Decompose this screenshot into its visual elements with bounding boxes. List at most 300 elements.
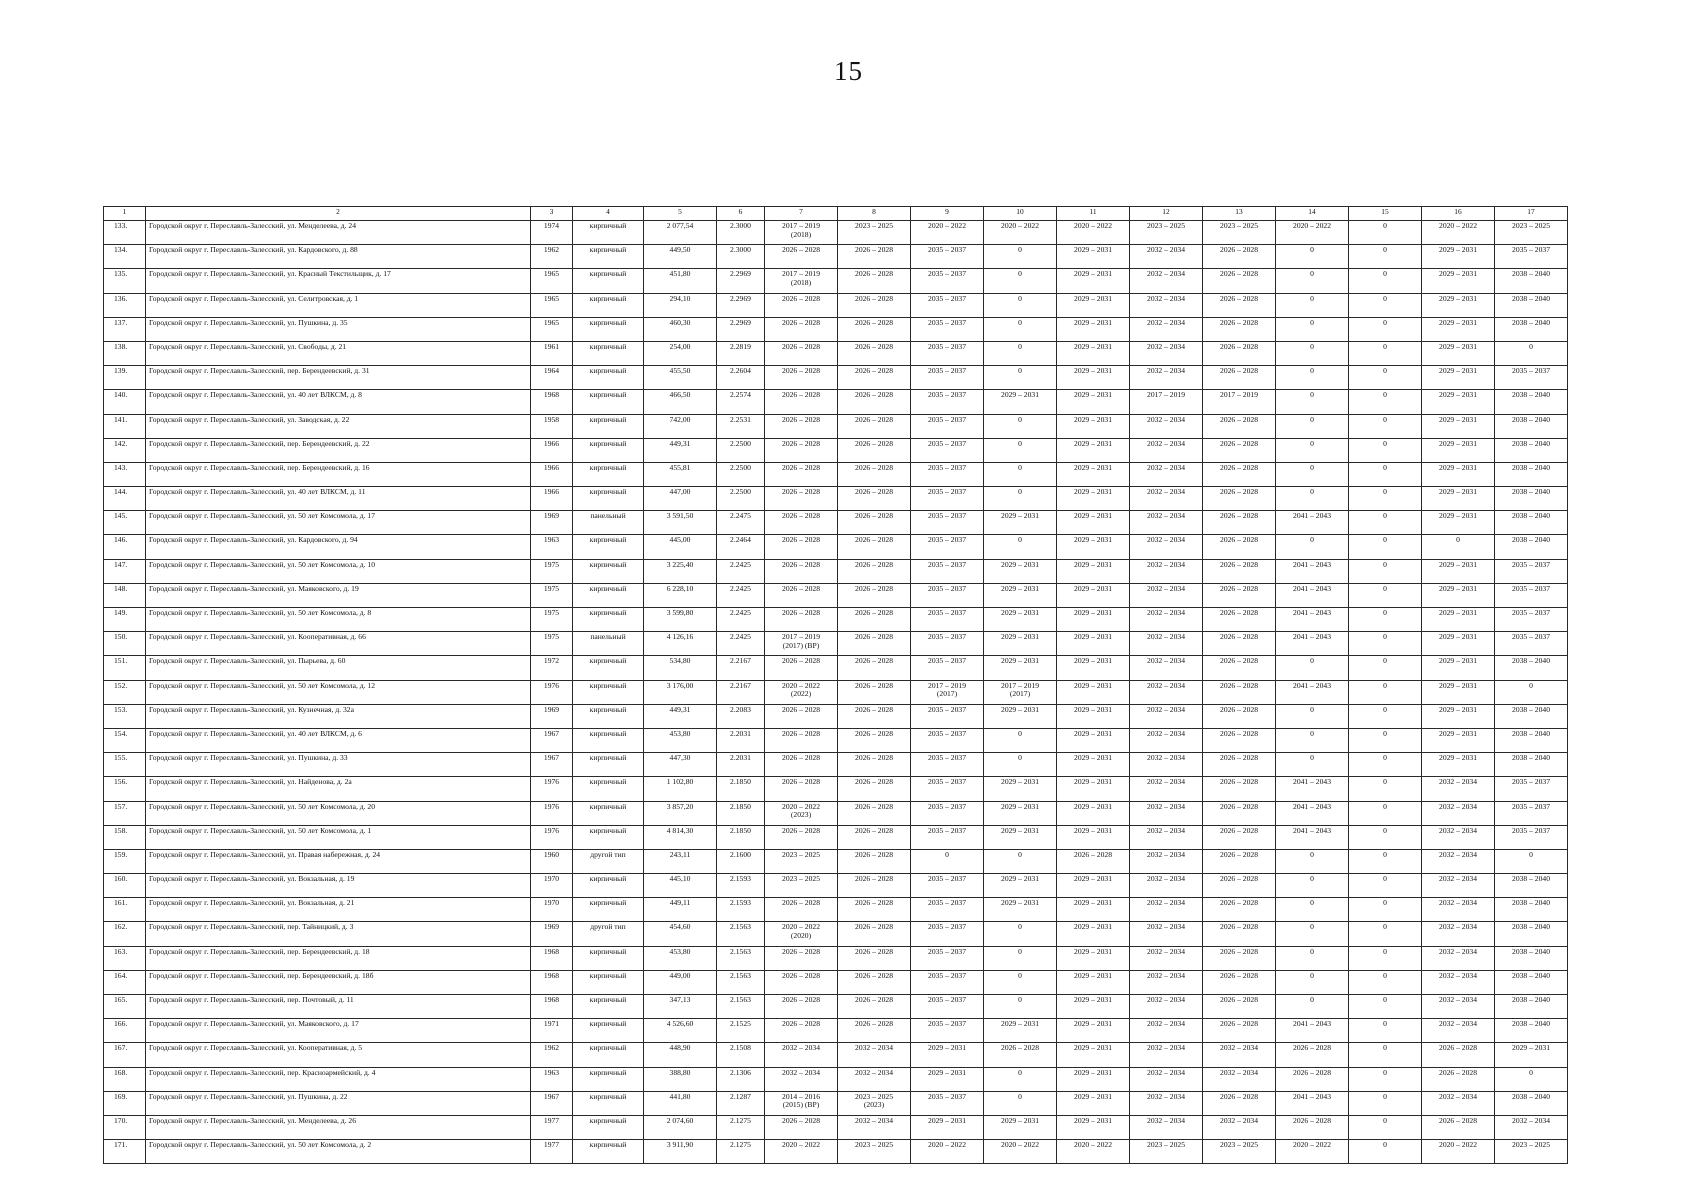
table-cell: другой тип [573, 922, 644, 946]
table-cell: 2032 – 2034 [1130, 874, 1203, 898]
table-cell: 2035 – 2037 [911, 608, 984, 632]
table-row [104, 511, 1568, 535]
table-cell: 0 [1349, 922, 1422, 946]
table-cell: 0 [1276, 487, 1349, 511]
row-number-cell: 152. [104, 680, 146, 704]
table-cell: 2026 – 2028 [838, 728, 911, 752]
table-cell: 1968 [531, 995, 573, 1019]
table-cell: 2029 – 2031 [1057, 995, 1130, 1019]
table-cell: 2023 – 2025 (2023) [838, 1091, 911, 1115]
table-cell: 0 [1349, 293, 1422, 317]
housing-repair-schedule-table [103, 206, 1568, 1164]
table-cell: 2029 – 2031 [1057, 1115, 1130, 1139]
table-cell: 2023 – 2025 [838, 1140, 911, 1164]
table-cell: 2032 – 2034 [1203, 1115, 1276, 1139]
table-cell: 2026 – 2028 [765, 438, 838, 462]
table-cell: 2026 – 2028 [838, 245, 911, 269]
table-cell: 1965 [531, 317, 573, 341]
table-cell: 2035 – 2037 [911, 777, 984, 801]
table-cell: 1970 [531, 874, 573, 898]
table-cell: 0 [1349, 970, 1422, 994]
table-cell: 1971 [531, 1019, 573, 1043]
address-cell: Городской округ г. Переславль-Залесский, ул. 50 лет Комсомола, д. 17 [146, 511, 531, 535]
row-number-cell: 144. [104, 487, 146, 511]
address-cell: Городской округ г. Переславль-Залесский, пер. Почтовый, д. 11 [146, 995, 531, 1019]
table-cell: 0 [1276, 728, 1349, 752]
table-cell: 0 [1349, 1140, 1422, 1164]
table-cell: 2032 – 2034 [1422, 777, 1495, 801]
table-cell: 2029 – 2031 [911, 1115, 984, 1139]
table-cell: 2032 – 2034 [1422, 1019, 1495, 1043]
table-cell: 2029 – 2031 [1057, 777, 1130, 801]
table-cell: 0 [1349, 1019, 1422, 1043]
table-cell: кирпичный [573, 535, 644, 559]
table-cell: 2029 – 2031 [1057, 438, 1130, 462]
table-cell: 0 [1349, 849, 1422, 873]
table-cell: 2026 – 2028 [1203, 656, 1276, 680]
table-cell: 2029 – 2031 [1057, 511, 1130, 535]
address-cell: Городской округ г. Переславль-Залесский, ул. 40 лет ВЛКСМ, д. 11 [146, 487, 531, 511]
table-cell: 453,80 [644, 728, 717, 752]
table-cell: 0 [1349, 390, 1422, 414]
column-number-header: 4 [573, 207, 644, 221]
table-cell: 0 [1349, 1115, 1422, 1139]
table-cell: кирпичный [573, 656, 644, 680]
table-cell: 2038 – 2040 [1495, 1091, 1568, 1115]
table-cell: 1967 [531, 753, 573, 777]
table-cell: 2026 – 2028 [1203, 728, 1276, 752]
table-cell: 2032 – 2034 [1130, 341, 1203, 365]
address-cell: Городской округ г. Переславль-Залесский, пер. Тайницкий, д. 3 [146, 922, 531, 946]
table-cell: 2032 – 2034 [1130, 777, 1203, 801]
table-cell: 2032 – 2034 [1422, 849, 1495, 873]
table-cell: 0 [984, 1091, 1057, 1115]
table-cell: 1977 [531, 1140, 573, 1164]
table-cell: 2.2425 [717, 608, 765, 632]
table-cell: 2.2531 [717, 414, 765, 438]
table-cell: 2026 – 2028 [838, 341, 911, 365]
table-cell: 2035 – 2037 [911, 414, 984, 438]
table-cell: 0 [1349, 245, 1422, 269]
table-cell: 2035 – 2037 [911, 753, 984, 777]
row-number-cell: 160. [104, 874, 146, 898]
table-cell: 0 [984, 849, 1057, 873]
table-cell: 449,00 [644, 970, 717, 994]
table-cell: 2023 – 2025 [1495, 1140, 1568, 1164]
table-cell: 2032 – 2034 [1130, 970, 1203, 994]
row-number-cell: 158. [104, 825, 146, 849]
row-number-cell: 156. [104, 777, 146, 801]
row-number-cell: 143. [104, 462, 146, 486]
table-cell: 2.1850 [717, 825, 765, 849]
table-cell: 2032 – 2034 [838, 1115, 911, 1139]
row-number-cell: 166. [104, 1019, 146, 1043]
table-cell: 1976 [531, 825, 573, 849]
table-cell: 2032 – 2034 [1130, 1091, 1203, 1115]
table-cell: 2026 – 2028 [1422, 1115, 1495, 1139]
table-cell: 2032 – 2034 [1422, 946, 1495, 970]
table-cell: 2041 – 2043 [1276, 801, 1349, 825]
table-cell: 2017 – 2019 (2018) [765, 221, 838, 245]
table-cell: 2038 – 2040 [1495, 462, 1568, 486]
table-row [104, 656, 1568, 680]
table-cell: кирпичный [573, 946, 644, 970]
table-cell: 0 [1276, 390, 1349, 414]
table-cell: 2026 – 2028 [838, 487, 911, 511]
table-row [104, 559, 1568, 583]
table-row [104, 753, 1568, 777]
table-cell: 2026 – 2028 [838, 632, 911, 656]
table-cell: 2029 – 2031 [1422, 632, 1495, 656]
table-cell: 1969 [531, 922, 573, 946]
table-cell: 2029 – 2031 [1057, 608, 1130, 632]
table-row [104, 317, 1568, 341]
table-cell: 2026 – 2028 [765, 390, 838, 414]
table-cell: 2029 – 2031 [1422, 487, 1495, 511]
table-cell: 2032 – 2034 [838, 1067, 911, 1091]
row-number-cell: 134. [104, 245, 146, 269]
table-cell: 0 [1276, 438, 1349, 462]
table-cell: 2026 – 2028 [838, 390, 911, 414]
table-cell: кирпичный [573, 366, 644, 390]
table-cell: 1966 [531, 462, 573, 486]
table-cell: 2.2574 [717, 390, 765, 414]
table-cell: 2032 – 2034 [1130, 414, 1203, 438]
address-cell: Городской округ г. Переславль-Залесский, пер. Берендеевский, д. 31 [146, 366, 531, 390]
table-cell: 2038 – 2040 [1495, 487, 1568, 511]
table-body [104, 207, 1568, 1164]
column-number-header: 10 [984, 207, 1057, 221]
table-cell: кирпичный [573, 753, 644, 777]
table-cell: 2026 – 2028 [1276, 1043, 1349, 1067]
table-row [104, 535, 1568, 559]
table-cell: кирпичный [573, 583, 644, 607]
table-cell: кирпичный [573, 680, 644, 704]
table-cell: 4 126,16 [644, 632, 717, 656]
table-cell: 2035 – 2037 [911, 245, 984, 269]
table-cell: 0 [984, 245, 1057, 269]
table-cell: 2026 – 2028 [1422, 1067, 1495, 1091]
row-number-cell: 146. [104, 535, 146, 559]
table-row [104, 825, 1568, 849]
table-cell: 1976 [531, 801, 573, 825]
table-cell: 2035 – 2037 [1495, 559, 1568, 583]
table-cell: 2029 – 2031 [911, 1067, 984, 1091]
address-cell: Городской округ г. Переславль-Залесский, пер. Берендеевский, д. 22 [146, 438, 531, 462]
table-cell: 2026 – 2028 [765, 535, 838, 559]
column-number-header: 13 [1203, 207, 1276, 221]
table-cell: 2038 – 2040 [1495, 970, 1568, 994]
table-cell: 0 [1349, 317, 1422, 341]
table-cell: 2032 – 2034 [1422, 995, 1495, 1019]
table-cell: 2026 – 2028 [1203, 753, 1276, 777]
table-cell: 2.2475 [717, 511, 765, 535]
table-cell: 2029 – 2031 [1422, 341, 1495, 365]
table-cell: 0 [1276, 414, 1349, 438]
column-number-header: 15 [1349, 207, 1422, 221]
address-cell: Городской округ г. Переславль-Залесский, ул. Маяковского, д. 19 [146, 583, 531, 607]
table-cell: 2023 – 2025 [1130, 221, 1203, 245]
table-cell: 0 [1349, 608, 1422, 632]
table-cell: 2026 – 2028 [765, 1115, 838, 1139]
table-cell: 0 [1276, 366, 1349, 390]
table-cell: 2032 – 2034 [1130, 825, 1203, 849]
table-cell: 1966 [531, 487, 573, 511]
table-cell: кирпичный [573, 608, 644, 632]
table-cell: 1975 [531, 608, 573, 632]
table-cell: 0 [1276, 462, 1349, 486]
table-cell: панельный [573, 632, 644, 656]
table-cell: 2029 – 2031 [911, 1043, 984, 1067]
table-row [104, 1067, 1568, 1091]
table-cell: 2035 – 2037 [911, 1091, 984, 1115]
table-row [104, 414, 1568, 438]
table-cell: 2026 – 2028 [1276, 1067, 1349, 1091]
table-row [104, 583, 1568, 607]
table-cell: 2026 – 2028 [765, 656, 838, 680]
table-cell: 1966 [531, 438, 573, 462]
table-cell: 2035 – 2037 [1495, 366, 1568, 390]
table-cell: 2032 – 2034 [1422, 922, 1495, 946]
table-cell: 0 [984, 946, 1057, 970]
table-cell: кирпичный [573, 1067, 644, 1091]
table-cell: 2026 – 2028 [765, 245, 838, 269]
table-cell: 445,10 [644, 874, 717, 898]
table-cell: 2035 – 2037 [911, 487, 984, 511]
table-cell: 2029 – 2031 [1057, 535, 1130, 559]
table-cell: 2023 – 2025 [838, 221, 911, 245]
table-cell: 1975 [531, 559, 573, 583]
row-number-cell: 154. [104, 728, 146, 752]
table-cell: 2026 – 2028 [1203, 366, 1276, 390]
table-cell: 445,00 [644, 535, 717, 559]
table-cell: 2035 – 2037 [911, 970, 984, 994]
table-cell: 2.2464 [717, 535, 765, 559]
table-cell: 2041 – 2043 [1276, 777, 1349, 801]
address-cell: Городской округ г. Переславль-Залесский, ул. Пушкина, д. 33 [146, 753, 531, 777]
table-cell: 0 [1276, 317, 1349, 341]
table-row [104, 487, 1568, 511]
table-row [104, 632, 1568, 656]
row-number-cell: 159. [104, 849, 146, 873]
table-cell: 2026 – 2028 [1203, 946, 1276, 970]
table-cell: 2.2969 [717, 293, 765, 317]
table-cell: 2.2969 [717, 317, 765, 341]
table-row [104, 704, 1568, 728]
table-cell: 2017 – 2019 (2017) (ВР) [765, 632, 838, 656]
table-cell: 388,80 [644, 1067, 717, 1091]
table-cell: 2029 – 2031 [1057, 1091, 1130, 1115]
table-cell: 1976 [531, 680, 573, 704]
table-cell: 2.1563 [717, 970, 765, 994]
address-cell: Городской округ г. Переславль-Залесский, ул. Кардовского, д. 94 [146, 535, 531, 559]
table-row [104, 1140, 1568, 1164]
table-cell: 2.1275 [717, 1115, 765, 1139]
address-cell: Городской округ г. Переславль-Залесский, ул. Кооперативная, д. 5 [146, 1043, 531, 1067]
table-cell: 0 [984, 1067, 1057, 1091]
table-cell: 2026 – 2028 [1203, 922, 1276, 946]
table-cell: 0 [1276, 293, 1349, 317]
table-cell: 2029 – 2031 [1422, 438, 1495, 462]
table-cell: 0 [1276, 970, 1349, 994]
table-cell: 2029 – 2031 [1057, 728, 1130, 752]
table-cell: 2 077,54 [644, 221, 717, 245]
table-cell: 2032 – 2034 [1130, 535, 1203, 559]
table-row [104, 341, 1568, 365]
table-cell: 2026 – 2028 [838, 656, 911, 680]
table-cell: 1968 [531, 390, 573, 414]
table-cell: кирпичный [573, 487, 644, 511]
table-cell: 2026 – 2028 [765, 608, 838, 632]
table-cell: 2026 – 2028 [1422, 1043, 1495, 1067]
table-cell: 1965 [531, 293, 573, 317]
table-cell: 2026 – 2028 [1203, 825, 1276, 849]
table-cell: 2032 – 2034 [1130, 1115, 1203, 1139]
table-cell: 0 [984, 487, 1057, 511]
table-cell: 0 [1276, 656, 1349, 680]
table-cell: 2032 – 2034 [1130, 1067, 1203, 1091]
table-cell: 1972 [531, 656, 573, 680]
table-cell: 2041 – 2043 [1276, 1019, 1349, 1043]
table-cell: 2029 – 2031 [1057, 341, 1130, 365]
table-cell: 0 [1276, 849, 1349, 873]
table-cell: 0 [1276, 874, 1349, 898]
table-cell: 0 [984, 438, 1057, 462]
row-number-cell: 141. [104, 414, 146, 438]
table-cell: 2029 – 2031 [1495, 1043, 1568, 1067]
table-cell: 2026 – 2028 [838, 922, 911, 946]
table-cell: 2026 – 2028 [1203, 1019, 1276, 1043]
table-cell: 2038 – 2040 [1495, 317, 1568, 341]
row-number-cell: 135. [104, 269, 146, 293]
table-cell: 2029 – 2031 [984, 777, 1057, 801]
table-cell: 2026 – 2028 [1203, 438, 1276, 462]
table-cell: 2026 – 2028 [838, 970, 911, 994]
address-cell: Городской округ г. Переславль-Залесский, ул. Вокзальная, д. 21 [146, 898, 531, 922]
table-cell: 2026 – 2028 [765, 704, 838, 728]
row-number-cell: 138. [104, 341, 146, 365]
table-cell: 2035 – 2037 [911, 801, 984, 825]
address-cell: Городской округ г. Переславль-Залесский, ул. Маяковского, д. 17 [146, 1019, 531, 1043]
table-cell: 0 [984, 922, 1057, 946]
table-cell: 2029 – 2031 [1057, 970, 1130, 994]
table-cell: 2020 – 2022 [1276, 1140, 1349, 1164]
table-cell: кирпичный [573, 970, 644, 994]
table-cell: 2029 – 2031 [1057, 656, 1130, 680]
table-cell: 2032 – 2034 [1130, 632, 1203, 656]
table-cell: 0 [1349, 559, 1422, 583]
table-cell: 449,11 [644, 898, 717, 922]
table-cell: 2029 – 2031 [1057, 825, 1130, 849]
table-cell: 2035 – 2037 [911, 511, 984, 535]
table-cell: 294,10 [644, 293, 717, 317]
row-number-cell: 151. [104, 656, 146, 680]
table-cell: 2026 – 2028 [1203, 898, 1276, 922]
table-cell: 2.2500 [717, 462, 765, 486]
table-cell: 2026 – 2028 [1203, 487, 1276, 511]
table-cell: 2026 – 2028 [765, 1019, 838, 1043]
table-cell: 2029 – 2031 [1422, 366, 1495, 390]
address-cell: Городской округ г. Переславль-Залесский, ул. Кооперативная, д. 66 [146, 632, 531, 656]
row-number-cell: 147. [104, 559, 146, 583]
table-row [104, 801, 1568, 825]
table-cell: 2026 – 2028 [1203, 608, 1276, 632]
table-cell: 2.2500 [717, 438, 765, 462]
table-cell: 2038 – 2040 [1495, 293, 1568, 317]
table-cell: 3 599,80 [644, 608, 717, 632]
row-number-cell: 169. [104, 1091, 146, 1115]
table-cell: 2026 – 2028 [1203, 269, 1276, 293]
table-cell: 2.1593 [717, 874, 765, 898]
table-cell: 2026 – 2028 [838, 995, 911, 1019]
table-cell: 2032 – 2034 [1495, 1115, 1568, 1139]
table-cell: другой тип [573, 849, 644, 873]
address-cell: Городской округ г. Переславль-Залесский, пер. Берендеевский, д. 18 [146, 946, 531, 970]
table-cell: 451,80 [644, 269, 717, 293]
table-cell: 2029 – 2031 [1057, 390, 1130, 414]
table-cell: 2026 – 2028 [1203, 704, 1276, 728]
table-cell: 2029 – 2031 [984, 801, 1057, 825]
table-cell: 2026 – 2028 [838, 608, 911, 632]
address-cell: Городской округ г. Переславль-Залесский, ул. 50 лет Комсомола, д. 1 [146, 825, 531, 849]
table-cell: 2023 – 2025 [765, 874, 838, 898]
table-cell: 2026 – 2028 [1203, 462, 1276, 486]
table-cell: 2029 – 2031 [1057, 293, 1130, 317]
table-cell: 2029 – 2031 [984, 874, 1057, 898]
table-cell: 2029 – 2031 [984, 608, 1057, 632]
table-cell: 2035 – 2037 [911, 559, 984, 583]
table-cell: 2029 – 2031 [1422, 414, 1495, 438]
table-cell: 0 [1276, 269, 1349, 293]
table-cell: 2029 – 2031 [1057, 1067, 1130, 1091]
table-cell: 1974 [531, 221, 573, 245]
table-cell: 2017 – 2019 (2017) [911, 680, 984, 704]
table-cell: 3 176,00 [644, 680, 717, 704]
address-cell: Городской округ г. Переславль-Залесский, ул. Свободы, д. 21 [146, 341, 531, 365]
table-cell: 1967 [531, 728, 573, 752]
table-cell: 2026 – 2028 [765, 317, 838, 341]
table-cell: 2020 – 2022 (2022) [765, 680, 838, 704]
table-cell: 2.2969 [717, 269, 765, 293]
table-row [104, 1043, 1568, 1067]
table-cell: 0 [984, 293, 1057, 317]
table-cell: 1975 [531, 583, 573, 607]
table-cell: 2026 – 2028 [765, 341, 838, 365]
row-number-cell: 170. [104, 1115, 146, 1139]
table-cell: 2035 – 2037 [911, 995, 984, 1019]
table-cell: 2023 – 2025 [765, 849, 838, 873]
table-cell: 2032 – 2034 [1130, 995, 1203, 1019]
table-cell: 0 [1349, 777, 1422, 801]
table-cell: 3 225,40 [644, 559, 717, 583]
table-cell: 0 [1349, 269, 1422, 293]
table-cell: 2026 – 2028 [765, 825, 838, 849]
table-cell: 2026 – 2028 [1203, 995, 1276, 1019]
table-cell: 2032 – 2034 [1130, 462, 1203, 486]
table-cell: 2038 – 2040 [1495, 269, 1568, 293]
table-cell: 447,00 [644, 487, 717, 511]
table-cell: 2026 – 2028 [765, 462, 838, 486]
table-cell: 2029 – 2031 [1422, 317, 1495, 341]
table-cell: 2.2031 [717, 728, 765, 752]
table-cell: 2026 – 2028 [1203, 535, 1276, 559]
table-cell: 454,60 [644, 922, 717, 946]
table-cell: 2026 – 2028 [1203, 632, 1276, 656]
table-cell: 447,30 [644, 753, 717, 777]
table-cell: 2026 – 2028 [838, 680, 911, 704]
table-cell: 2020 – 2022 [1422, 1140, 1495, 1164]
table-cell: 2026 – 2028 [1203, 801, 1276, 825]
